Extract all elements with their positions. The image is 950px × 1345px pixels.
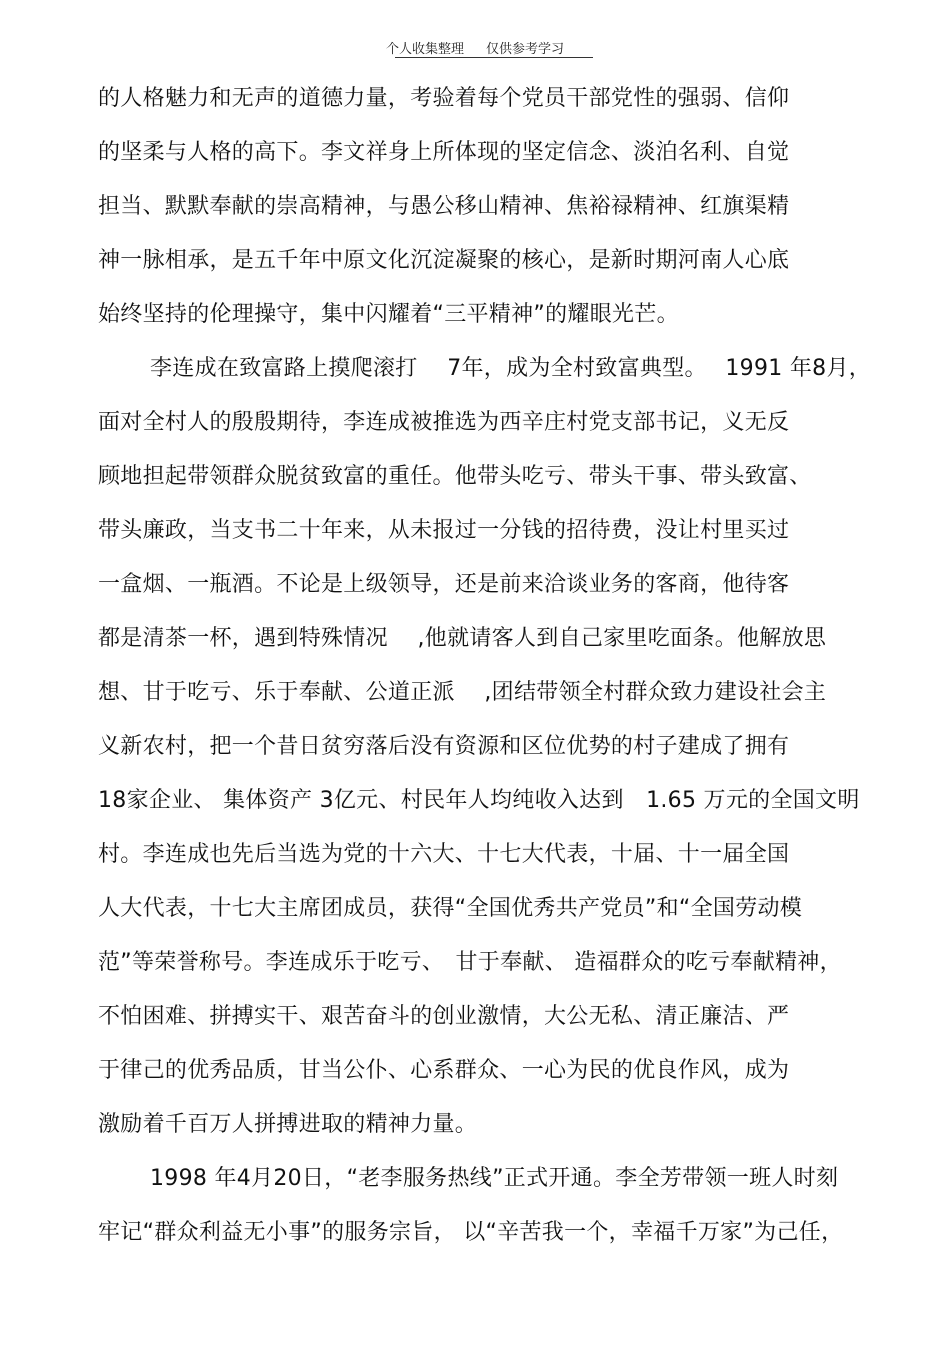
text-line: 村。李连成也先后当选为党的十六大、十七大代表，十届、十一届全国	[98, 842, 790, 867]
text-line: 不怕困难、拼搏实干、艰苦奋斗的创业激情，大公无私、清正廉洁、严	[98, 1004, 790, 1029]
text-line: 带头廉政，当支书二十年来，从未报过一分钱的招待费，没让村里买过	[98, 518, 790, 543]
header-right-text: 仅供参考学习	[486, 42, 565, 57]
text-line: 神一脉相承，是五千年中原文化沉淀凝聚的核心，是新时期河南人心底	[98, 248, 790, 273]
text-line: 牢记“群众利益无小事”的服务宗旨， 以“辛苦我一个，幸福千万家”为己任，	[98, 1220, 844, 1245]
header-rule	[395, 57, 593, 58]
text-line: 担当、默默奉献的崇高精神，与愚公移山精神、焦裕禄精神、红旗渠精	[98, 194, 790, 219]
text-line: 的坚柔与人格的高下。李文祥身上所体现的坚定信念、淡泊名利、自觉	[98, 140, 790, 165]
text-line: 范”等荣誉称号。李连成乐于吃亏、 甘于奉献、 造福群众的吃亏奉献精神，	[98, 950, 842, 975]
text-line: 始终坚持的伦理操守，集中闪耀着“三平精神”的耀眼光芒。	[98, 302, 679, 327]
paragraph-start-line: 李连成在致富路上摸爬滚打 7年，成为全村致富典型。 1991 年8月，	[150, 356, 872, 381]
text-line: 18家企业、 集体资产 3亿元、村民年人均纯收入达到 1.65 万元的全国文明	[98, 788, 860, 813]
page-header	[0, 38, 950, 57]
document-body	[98, 72, 898, 1260]
text-line: 一盒烟、一瓶酒。不论是上级领导，还是前来洽谈业务的客商，他待客	[98, 572, 790, 597]
text-line: 激励着千百万人拼搏进取的精神力量。	[98, 1112, 478, 1137]
paragraph-start-line: 1998 年4月20日，“老李服务热线”正式开通。李全芳带领一班人时刻	[150, 1166, 839, 1191]
text-line: 想、甘于吃亏、乐于奉献、公道正派 ,团结带领全村群众致力建设社会主	[98, 680, 827, 705]
text-line: 都是清茶一杯，遇到特殊情况 ,他就请客人到自己家里吃面条。他解放思	[98, 626, 827, 651]
text-line: 面对全村人的殷殷期待，李连成被推选为西辛庄村党支部书记，义无反	[98, 410, 790, 435]
text-line: 人大代表，十七大主席团成员，获得“全国优秀共产党员”和“全国劳动模	[98, 896, 803, 921]
text-line: 义新农村，把一个昔日贫穷落后没有资源和区位优势的村子建成了拥有	[98, 734, 790, 759]
text-line: 顾地担起带领群众脱贫致富的重任。他带头吃亏、带头干事、带头致富、	[98, 464, 812, 489]
text-line: 的人格魅力和无声的道德力量，考验着每个党员干部党性的强弱、信仰	[98, 86, 790, 111]
header-left-text: 个人收集整理	[385, 42, 464, 57]
text-line: 于律己的优秀品质，甘当公仆、心系群众、一心为民的优良作风，成为	[98, 1058, 790, 1083]
